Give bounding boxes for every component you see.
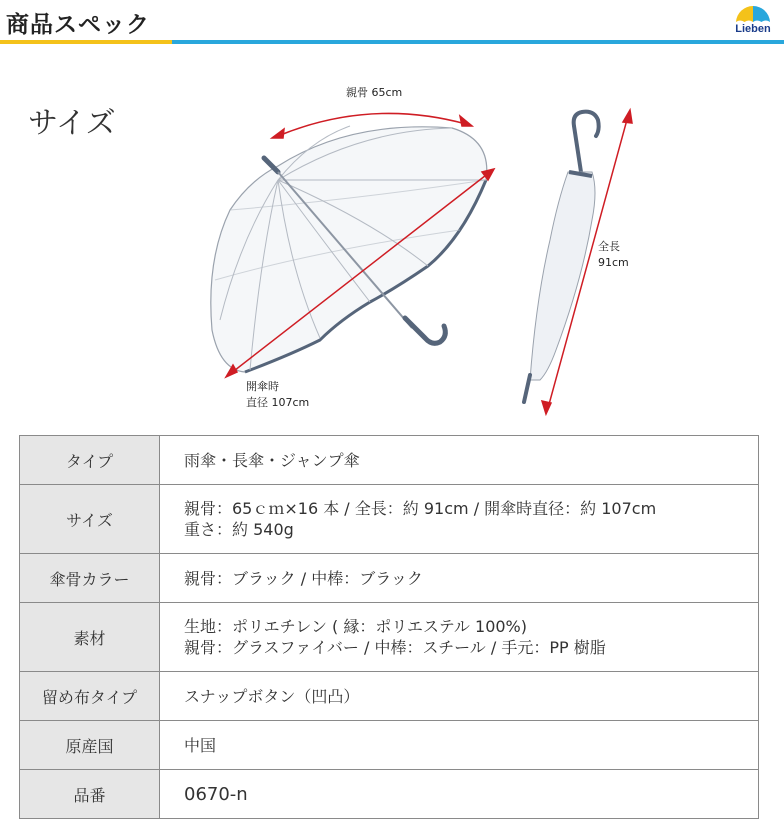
page-header <box>0 0 784 46</box>
header-underline-yellow <box>0 40 172 44</box>
row-value <box>160 770 759 819</box>
table-row-size <box>20 485 759 554</box>
row-label: 留め布タイプ <box>20 672 160 721</box>
row-value-line: 中国 <box>184 735 217 755</box>
row-value-line: 0670-n <box>184 783 248 805</box>
row-value-line: 生地：ポリエチレン ( 縁：ポリエステル 100%) <box>184 617 528 636</box>
umbrella-illustration <box>200 80 660 420</box>
umbrella-size-diagram <box>200 80 660 420</box>
row-value-line: スナップボタン（凹凸） <box>184 686 360 706</box>
row-value <box>160 603 759 672</box>
page-title: 商品スペック <box>6 12 150 38</box>
row-label: 素材 <box>20 603 160 672</box>
table-row-origin <box>20 721 759 770</box>
row-value <box>160 554 759 603</box>
rib-length-label: 親骨 65cm <box>346 86 403 99</box>
brand-logo-text: Lieben <box>735 23 771 35</box>
total-length-label-line2: 91cm <box>598 256 629 269</box>
row-value <box>160 672 759 721</box>
table-row-material <box>20 603 759 672</box>
row-label: サイズ <box>20 485 160 554</box>
row-value-line: 重さ：約 540g <box>184 520 294 539</box>
row-value <box>160 721 759 770</box>
brand-logo <box>726 2 780 38</box>
row-value-line: 雨傘・長傘・ジャンプ傘 <box>184 450 360 470</box>
row-label: タイプ <box>20 436 160 485</box>
row-label: 品番 <box>20 770 160 819</box>
row-value <box>160 485 759 554</box>
total-length-label-line1: 全長 <box>598 240 620 253</box>
table-row-product-number <box>20 770 759 819</box>
open-umbrella-icon <box>211 126 487 372</box>
table-row-type <box>20 436 759 485</box>
row-label: 原産国 <box>20 721 160 770</box>
open-diameter-label-line2: 直径 107cm <box>246 396 310 409</box>
spec-table <box>19 435 759 819</box>
row-value-line: 親骨：ブラック / 中棒：ブラック <box>184 568 423 588</box>
row-value <box>160 436 759 485</box>
table-row-frame-color <box>20 554 759 603</box>
row-value-line: 親骨：グラスファイバー / 中棒：スチール / 手元：PP 樹脂 <box>184 638 606 657</box>
open-diameter-label-line1: 開傘時 <box>246 380 279 393</box>
size-heading: サイズ <box>28 106 116 141</box>
table-row-fastener <box>20 672 759 721</box>
row-label: 傘骨カラー <box>20 554 160 603</box>
row-value-line: 親骨：65ｃｍ×16 本 / 全長：約 91cm / 開傘時直径：約 107cm <box>184 499 657 518</box>
